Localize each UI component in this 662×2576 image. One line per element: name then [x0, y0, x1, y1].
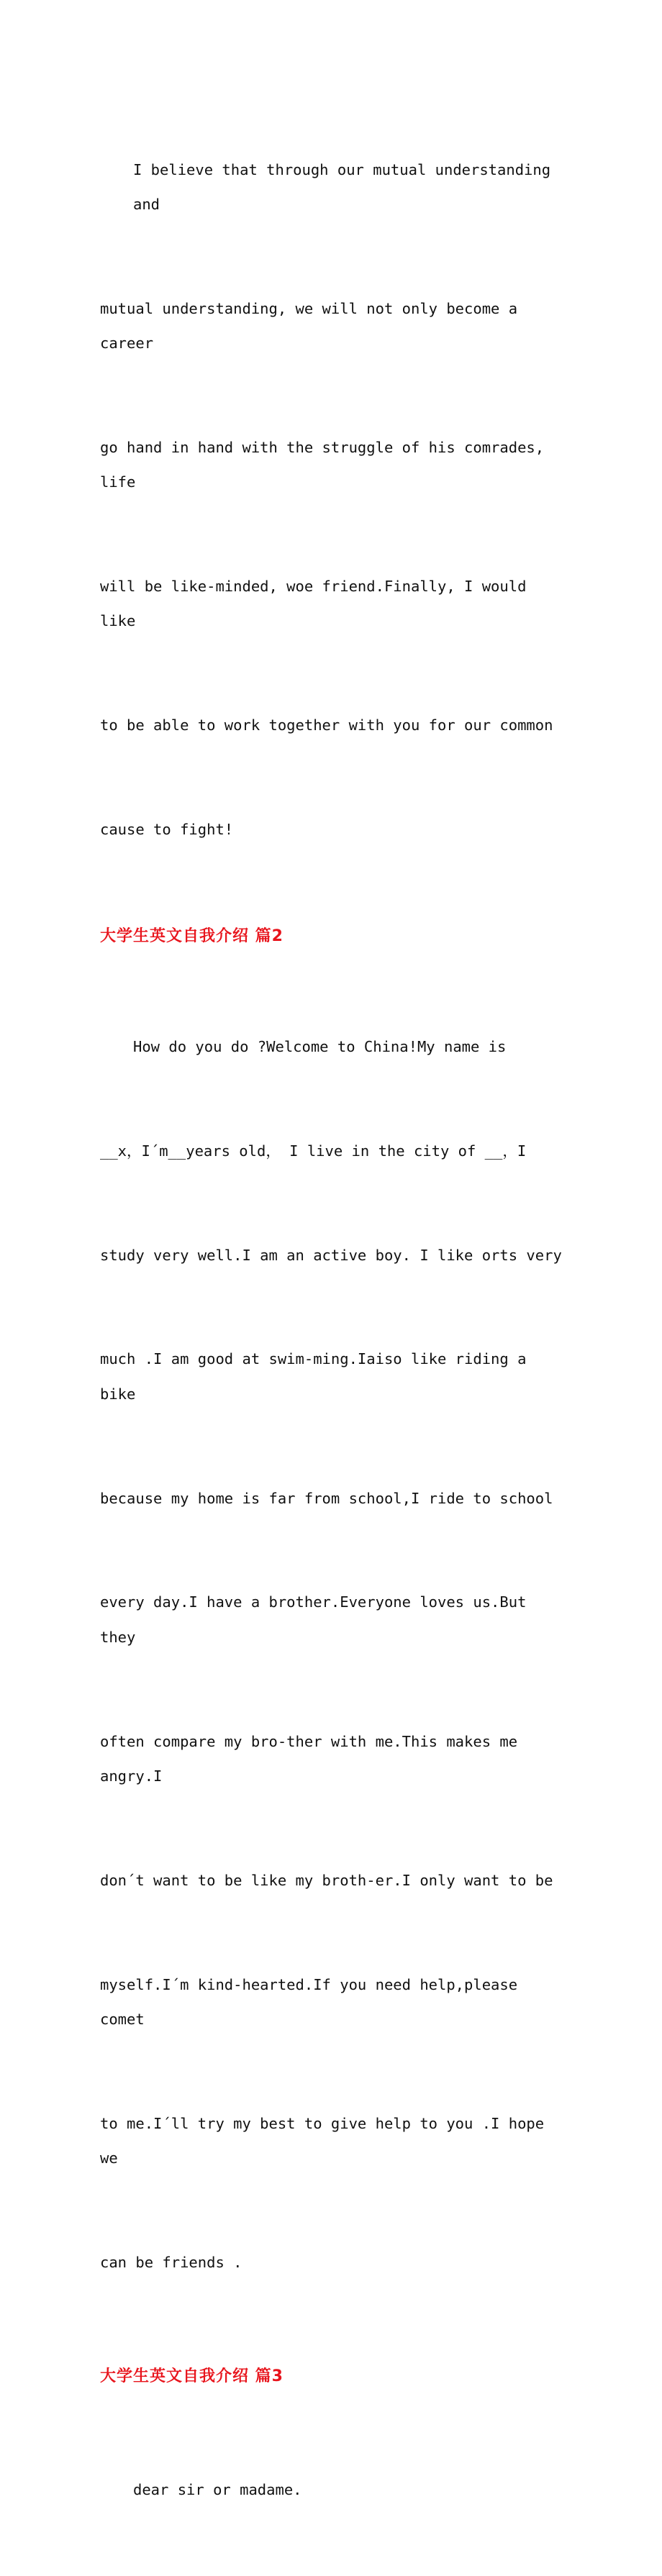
- section-heading-3: 大学生英文自我介绍 篇3: [100, 2367, 284, 2385]
- paragraph-3-line-1: dear sir or madame.: [133, 2480, 302, 2498]
- paragraph-2-line-10: to me.I´ll try my best to give help to you .I hope we: [100, 2114, 553, 2167]
- document-body: [100, 83, 564, 2576]
- paragraph-1-line-4: will be like-minded, woe friend.Finally, I would like: [100, 578, 535, 630]
- paragraph-1-line-2: mutual understanding, we will not only become a career: [100, 299, 527, 352]
- paragraph-2-line-9: myself.I´m kind-hearted.If you need help,please comet: [100, 1975, 527, 2029]
- paragraph-2-line-2: __x，I´m__years old， I live in the city of __，I: [100, 1142, 527, 1160]
- paragraph-2-line-1: How do you do ?Welcome to China!My name is: [133, 1037, 507, 1055]
- paragraph-1-line-5: to be able to work together with you for our common: [100, 716, 553, 734]
- paragraph-1-line-1: I believe that through our mutual understanding and: [133, 160, 560, 213]
- paragraph-2-line-3: study very well.I am an active boy. I like orts very: [100, 1246, 562, 1264]
- paragraph-3: [100, 2403, 564, 2576]
- section-heading-2: 大学生英文自我介绍 篇2: [100, 927, 284, 946]
- paragraph-1: [100, 83, 564, 916]
- paragraph-2-line-6: every day.I have a brother.Everyone loves us.But they: [100, 1593, 535, 1646]
- paragraph-1-line-3: go hand in hand with the struggle of his comrades, life: [100, 438, 553, 491]
- paragraph-2: [100, 960, 564, 2349]
- paragraph-2-line-4: much .I am good at swim-ming.Iaiso like riding a bike: [100, 1350, 535, 1403]
- paragraph-2-line-8: don´t want to be like my broth-er.I only want to be: [100, 1871, 553, 1889]
- paragraph-2-line-7: often compare my bro-ther with me.This makes me angry.I: [100, 1732, 527, 1785]
- paragraph-1-line-6: cause to fight!: [100, 821, 234, 839]
- paragraph-2-line-5: because my home is far from school,I ride to school: [100, 1489, 553, 1507]
- paragraph-2-line-11: can be friends .: [100, 2254, 242, 2272]
